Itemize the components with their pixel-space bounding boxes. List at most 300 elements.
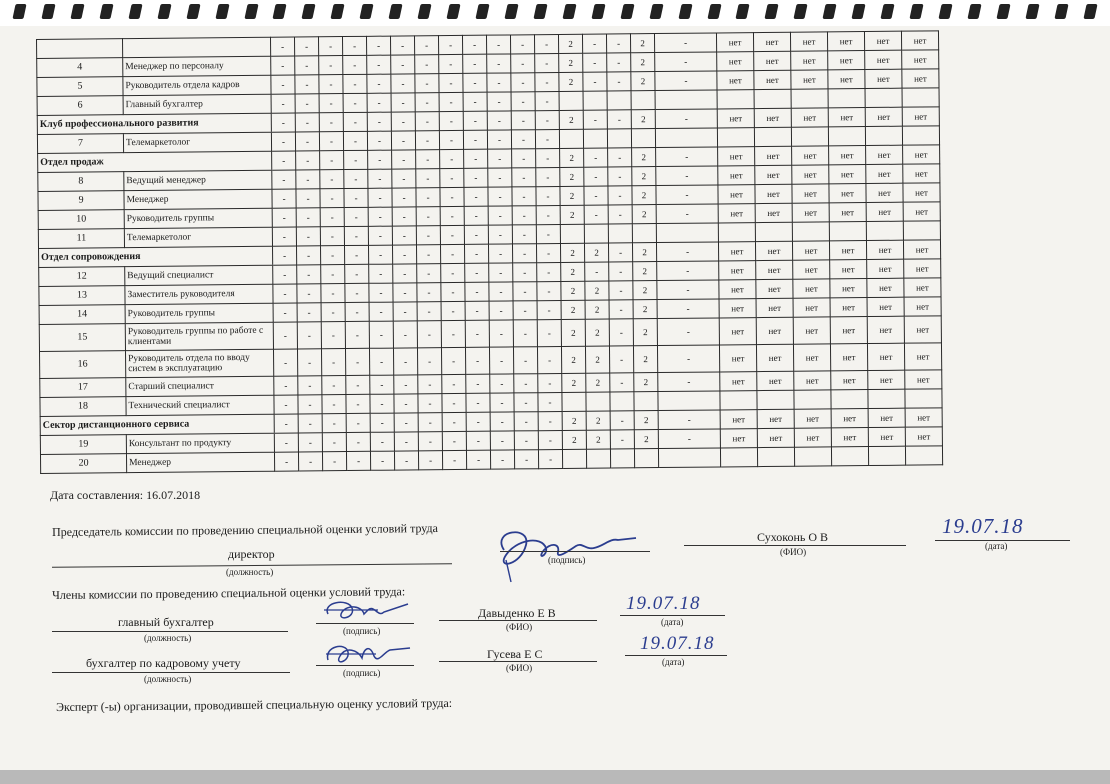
- table-cell: -: [489, 282, 513, 301]
- position-title: Старший специалист: [126, 376, 274, 396]
- table-cell: -: [319, 94, 343, 113]
- table-cell: [754, 89, 791, 108]
- table-cell: -: [465, 320, 489, 347]
- table-cell: -: [296, 246, 320, 265]
- table-cell: [757, 447, 794, 466]
- table-cell: -: [346, 375, 370, 394]
- table-cell: -: [319, 113, 343, 132]
- table-cell: нет: [717, 109, 754, 128]
- table-cell: -: [655, 71, 717, 91]
- member2-fio: Гусева Е С: [487, 647, 543, 661]
- section-title: Отдел продаж: [38, 151, 272, 172]
- table-cell: -: [535, 53, 559, 72]
- table-cell: -: [368, 188, 392, 207]
- table-cell: нет: [830, 298, 867, 317]
- table-cell: -: [273, 265, 297, 284]
- table-cell: нет: [757, 409, 794, 428]
- table-cell: -: [656, 166, 718, 186]
- table-cell: -: [512, 225, 536, 244]
- member2-fio-line: [439, 661, 597, 662]
- table-cell: -: [514, 374, 538, 393]
- table-cell: -: [442, 431, 466, 450]
- table-cell: -: [488, 187, 512, 206]
- table-cell: нет: [793, 279, 830, 298]
- table-cell: -: [321, 303, 345, 322]
- binder-ring: [360, 4, 374, 19]
- table-cell: нет: [792, 165, 829, 184]
- position-title: Менеджер: [124, 189, 272, 209]
- table-cell: -: [655, 52, 717, 72]
- table-cell: -: [609, 281, 633, 300]
- table-cell: -: [537, 281, 561, 300]
- table-cell: нет: [755, 146, 792, 165]
- table-cell: -: [657, 345, 719, 373]
- table-cell: 2: [634, 430, 658, 449]
- binder-ring: [823, 4, 837, 19]
- table-cell: -: [320, 246, 344, 265]
- row-number: 8: [38, 172, 124, 192]
- table-cell: -: [657, 261, 719, 281]
- table-cell: 2: [558, 34, 582, 53]
- table-cell: нет: [867, 297, 904, 316]
- row-number: 5: [37, 77, 123, 97]
- table-cell: -: [464, 149, 488, 168]
- table-cell: 2: [633, 300, 657, 319]
- row-number: 12: [39, 267, 125, 287]
- table-cell: [634, 392, 658, 411]
- table-cell: -: [513, 320, 537, 347]
- table-cell: -: [274, 376, 298, 395]
- row-number: [37, 39, 123, 59]
- binder-ring: [302, 4, 316, 19]
- table-cell: [583, 129, 607, 148]
- table-cell: нет: [830, 317, 867, 344]
- table-cell: -: [346, 413, 370, 432]
- table-cell: -: [488, 149, 512, 168]
- row-number: 14: [39, 305, 125, 325]
- table-cell: [610, 392, 634, 411]
- table-cell: нет: [904, 297, 941, 316]
- table-cell: -: [535, 91, 559, 110]
- table-cell: -: [366, 36, 390, 55]
- binder-ring: [389, 4, 403, 19]
- position-title: [123, 37, 271, 57]
- table-cell: -: [297, 284, 321, 303]
- table-cell: [905, 389, 942, 408]
- member1-date: 19.07.18: [626, 593, 701, 614]
- table-cell: -: [490, 412, 514, 431]
- table-cell: -: [297, 303, 321, 322]
- table-cell: -: [442, 450, 466, 469]
- compilation-date-label: Дата составления:: [50, 488, 144, 502]
- table-cell: [656, 223, 718, 243]
- table-cell: нет: [866, 164, 903, 183]
- table-cell: -: [391, 131, 415, 150]
- binder-ring: [475, 4, 489, 19]
- table-cell: -: [583, 110, 607, 129]
- table-cell: [831, 447, 868, 466]
- table-cell: нет: [791, 108, 828, 127]
- table-cell: нет: [793, 344, 830, 371]
- table-cell: -: [511, 111, 535, 130]
- table-cell: -: [537, 300, 561, 319]
- table-cell: -: [274, 433, 298, 452]
- table-cell: 2: [631, 53, 655, 72]
- table-cell: -: [322, 452, 346, 471]
- table-cell: -: [344, 150, 368, 169]
- binder-ring: [418, 4, 432, 19]
- binder-ring: [70, 4, 84, 19]
- binder-ring: [765, 4, 779, 19]
- table-cell: 2: [632, 167, 656, 186]
- table-cell: -: [393, 348, 417, 375]
- table-cell: 2: [633, 262, 657, 281]
- table-cell: -: [441, 301, 465, 320]
- table-cell: -: [369, 321, 393, 348]
- table-cell: -: [298, 395, 322, 414]
- table-cell: -: [466, 450, 490, 469]
- table-cell: -: [393, 302, 417, 321]
- table-cell: -: [295, 94, 319, 113]
- table-cell: [868, 389, 905, 408]
- table-cell: -: [512, 244, 536, 263]
- binder-ring: [99, 4, 113, 19]
- table-cell: 2: [560, 205, 584, 224]
- table-cell: -: [608, 167, 632, 186]
- table-cell: -: [536, 243, 560, 262]
- table-cell: -: [391, 74, 415, 93]
- binder-ring: [504, 4, 518, 19]
- table-cell: нет: [792, 203, 829, 222]
- row-number: 19: [40, 435, 126, 455]
- member1-fio: Давыденко Е В: [478, 606, 556, 620]
- table-cell: -: [536, 186, 560, 205]
- table-cell: -: [367, 55, 391, 74]
- table-cell: -: [607, 53, 631, 72]
- table-cell: -: [343, 55, 367, 74]
- table-cell: нет: [905, 427, 942, 446]
- table-cell: -: [345, 302, 369, 321]
- table-cell: -: [270, 37, 294, 56]
- table-cell: нет: [867, 278, 904, 297]
- binder-ring: [938, 4, 952, 19]
- member1-position: главный бухгалтер: [118, 615, 214, 629]
- table-cell: -: [538, 449, 562, 468]
- table-cell: -: [513, 301, 537, 320]
- table-cell: нет: [827, 32, 864, 51]
- table-cell: нет: [792, 184, 829, 203]
- table-cell: нет: [867, 343, 904, 370]
- table-cell: [902, 126, 939, 145]
- table-cell: нет: [791, 70, 828, 89]
- table-cell: нет: [831, 409, 868, 428]
- table-cell: -: [418, 451, 442, 470]
- table-cell: -: [585, 262, 609, 281]
- table-cell: нет: [791, 51, 828, 70]
- table-cell: нет: [904, 343, 941, 370]
- table-cell: 2: [585, 281, 609, 300]
- binder-ring: [794, 4, 808, 19]
- table-cell: -: [512, 187, 536, 206]
- table-cell: -: [368, 226, 392, 245]
- table-cell: -: [462, 35, 486, 54]
- table-cell: -: [394, 413, 418, 432]
- table-cell: 2: [632, 205, 656, 224]
- table-cell: -: [319, 56, 343, 75]
- table-cell: -: [463, 73, 487, 92]
- table-cell: -: [296, 189, 320, 208]
- binder-edge: [0, 0, 1110, 26]
- table-cell: -: [609, 319, 633, 346]
- table-cell: -: [440, 206, 464, 225]
- chairman-date: 19.07.18: [942, 514, 1024, 538]
- binder-rings: [0, 4, 1110, 22]
- table-cell: [755, 222, 792, 241]
- position-title: Консультант по продукту: [126, 433, 274, 453]
- table-cell: -: [610, 430, 634, 449]
- table-cell: нет: [790, 32, 827, 51]
- table-cell: нет: [866, 202, 903, 221]
- table-cell: -: [584, 186, 608, 205]
- table-cell: -: [297, 349, 321, 376]
- table-cell: нет: [868, 427, 905, 446]
- table-cell: -: [488, 244, 512, 263]
- table-cell: -: [440, 168, 464, 187]
- member1-fio-caption: (ФИО): [506, 622, 533, 632]
- table-cell: [559, 91, 583, 110]
- table-cell: -: [607, 110, 631, 129]
- table-cell: [560, 224, 584, 243]
- row-number: 9: [38, 191, 124, 211]
- table-cell: нет: [794, 428, 831, 447]
- table-cell: -: [390, 36, 414, 55]
- table-cell: 2: [633, 346, 657, 373]
- table-cell: -: [272, 151, 296, 170]
- position-title: Руководитель группы: [124, 208, 272, 228]
- member2-date-line: [625, 655, 727, 656]
- position-title: Главный бухгалтер: [123, 94, 271, 114]
- section-title: Отдел сопровождения: [39, 246, 273, 267]
- table-cell: нет: [903, 145, 940, 164]
- table-cell: -: [416, 226, 440, 245]
- row-number: 11: [38, 229, 124, 249]
- table-cell: -: [466, 431, 490, 450]
- table-cell: 2: [634, 411, 658, 430]
- member2-position-line: [52, 672, 290, 673]
- member2-position: бухгалтер по кадровому учету: [86, 656, 241, 670]
- table-cell: -: [344, 207, 368, 226]
- table-cell: нет: [829, 165, 866, 184]
- table-cell: -: [343, 93, 367, 112]
- table-cell: -: [298, 452, 322, 471]
- table-cell: нет: [719, 261, 756, 280]
- table-cell: нет: [829, 203, 866, 222]
- table-cell: нет: [830, 279, 867, 298]
- table-cell: 2: [586, 430, 610, 449]
- table-cell: нет: [903, 240, 940, 259]
- table-cell: [865, 126, 902, 145]
- table-cell: -: [608, 148, 632, 167]
- table-cell: -: [440, 244, 464, 263]
- table-cell: 2: [632, 186, 656, 205]
- table-cell: -: [490, 393, 514, 412]
- member1-date-caption: (дата): [661, 617, 684, 627]
- table-cell: -: [273, 303, 297, 322]
- table-cell: -: [296, 208, 320, 227]
- table-cell: 2: [585, 300, 609, 319]
- table-cell: 2: [630, 34, 654, 53]
- member2-fio-caption: (ФИО): [506, 663, 533, 673]
- table-cell: [791, 89, 828, 108]
- table-cell: -: [442, 412, 466, 431]
- table-cell: [586, 392, 610, 411]
- table-cell: -: [511, 130, 535, 149]
- table-cell: нет: [865, 50, 902, 69]
- table-cell: 2: [560, 167, 584, 186]
- table-cell: -: [346, 432, 370, 451]
- table-cell: нет: [720, 410, 757, 429]
- table-cell: -: [658, 410, 720, 430]
- members-label: Члены комиссии по проведению специальной оценки условий труда:: [52, 584, 406, 602]
- table-cell: -: [536, 205, 560, 224]
- table-cell: -: [440, 187, 464, 206]
- table-cell: -: [369, 283, 393, 302]
- table-cell: нет: [866, 240, 903, 259]
- table-cell: -: [657, 280, 719, 300]
- table-cell: -: [488, 225, 512, 244]
- position-title: Руководитель группы: [125, 303, 273, 323]
- table-cell: -: [321, 322, 345, 349]
- chairman-label: Председатель комиссии по проведению специальной оценки условий труда: [52, 520, 439, 539]
- table-cell: -: [392, 226, 416, 245]
- table-cell: нет: [755, 203, 792, 222]
- table-cell: -: [439, 54, 463, 73]
- compilation-date: [50, 488, 200, 503]
- table-cell: [658, 448, 720, 468]
- table-cell: [608, 224, 632, 243]
- table-cell: -: [512, 168, 536, 187]
- table-cell: -: [513, 263, 537, 282]
- table-cell: нет: [829, 184, 866, 203]
- table-cell: -: [296, 151, 320, 170]
- position-title: Менеджер: [126, 452, 274, 472]
- table-cell: -: [415, 131, 439, 150]
- table-cell: -: [609, 346, 633, 373]
- table-cell: -: [321, 349, 345, 376]
- table-cell: -: [438, 35, 462, 54]
- table-cell: -: [487, 92, 511, 111]
- table-cell: нет: [794, 409, 831, 428]
- table-cell: нет: [830, 260, 867, 279]
- table-cell: -: [440, 149, 464, 168]
- table-cell: -: [417, 264, 441, 283]
- table-cell: -: [465, 282, 489, 301]
- binder-ring: [852, 4, 866, 19]
- table-cell: -: [369, 264, 393, 283]
- table-cell: -: [538, 411, 562, 430]
- table-cell: -: [490, 374, 514, 393]
- table-cell: -: [416, 188, 440, 207]
- table-cell: 2: [586, 373, 610, 392]
- table-cell: -: [414, 36, 438, 55]
- table-cell: -: [271, 132, 295, 151]
- table-cell: -: [513, 282, 537, 301]
- table-cell: -: [272, 208, 296, 227]
- table-cell: -: [440, 225, 464, 244]
- table-cell: -: [392, 150, 416, 169]
- table-cell: -: [656, 147, 718, 167]
- table-cell: нет: [904, 259, 941, 278]
- table-cell: нет: [792, 241, 829, 260]
- table-cell: -: [321, 265, 345, 284]
- table-cell: -: [298, 433, 322, 452]
- table-cell: -: [370, 451, 394, 470]
- table-cell: нет: [793, 298, 830, 317]
- chairman-fio: Сухоконь О В: [757, 530, 829, 544]
- table-cell: -: [418, 432, 442, 451]
- table-cell: [584, 224, 608, 243]
- binder-ring: [736, 4, 750, 19]
- table-cell: [829, 222, 866, 241]
- table-cell: [658, 391, 720, 411]
- table-cell: нет: [756, 279, 793, 298]
- table-cell: -: [608, 243, 632, 262]
- table-cell: -: [297, 265, 321, 284]
- table-cell: нет: [866, 145, 903, 164]
- table-cell: -: [536, 224, 560, 243]
- table-cell: [905, 446, 942, 465]
- table-cell: -: [487, 111, 511, 130]
- table-cell: -: [537, 319, 561, 346]
- table-cell: -: [295, 56, 319, 75]
- table-cell: -: [271, 94, 295, 113]
- table-cell: нет: [901, 31, 938, 50]
- table-cell: -: [394, 375, 418, 394]
- table-cell: -: [319, 75, 343, 94]
- table-cell: нет: [903, 183, 940, 202]
- table-cell: [632, 224, 656, 243]
- table-cell: 2: [560, 243, 584, 262]
- table-cell: -: [584, 148, 608, 167]
- table-cell: -: [510, 35, 534, 54]
- binder-ring: [591, 4, 605, 19]
- binder-ring: [186, 4, 200, 19]
- table-cell: нет: [755, 165, 792, 184]
- table-cell: -: [584, 205, 608, 224]
- chairman-fio-caption: (ФИО): [780, 547, 807, 557]
- binder-ring: [881, 4, 895, 19]
- table-cell: -: [320, 151, 344, 170]
- row-number: 18: [40, 397, 126, 417]
- binder-ring: [1025, 4, 1039, 19]
- position-title: Руководитель отдела кадров: [123, 75, 271, 95]
- table-cell: 2: [561, 319, 585, 346]
- table-cell: -: [415, 55, 439, 74]
- table-cell: нет: [756, 260, 793, 279]
- binder-ring: [967, 4, 981, 19]
- table-cell: -: [368, 169, 392, 188]
- table-cell: -: [416, 207, 440, 226]
- member1-signature-line: [316, 623, 414, 624]
- table-cell: [794, 447, 831, 466]
- table-cell: -: [514, 412, 538, 431]
- table-cell: -: [393, 321, 417, 348]
- table-cell: 2: [584, 243, 608, 262]
- table-cell: нет: [717, 52, 754, 71]
- table-cell: -: [536, 148, 560, 167]
- compilation-date-value: 16.07.2018: [146, 488, 201, 502]
- table-cell: -: [464, 168, 488, 187]
